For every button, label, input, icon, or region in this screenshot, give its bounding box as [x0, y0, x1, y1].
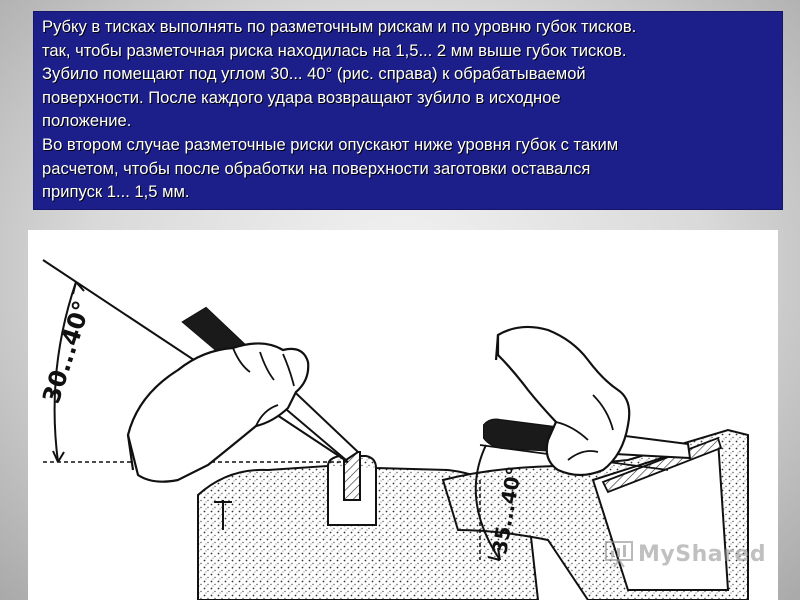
- description-line-8: припуск 1... 1,5 мм.: [42, 182, 190, 202]
- left-vise-figure: [37, 260, 538, 600]
- description-line-2: так, чтобы разметочная риска находилась на 1,5... 2 мм выше губок тисков.: [42, 40, 627, 60]
- left-hand: [128, 343, 308, 481]
- description-line-3: Зубило помещают под углом 30... 40° (рис. справа) к обрабатываемой: [42, 64, 586, 84]
- right-hand: [496, 327, 629, 475]
- right-angle-label: 35...40°: [487, 464, 527, 556]
- watermark: [604, 537, 774, 571]
- watermark-text: MyShared: [638, 541, 767, 567]
- left-angle-label: 30...40°: [37, 297, 97, 407]
- description-line-6: Во втором случае разметочные риски опускают ниже уровня губок с таким: [42, 134, 619, 154]
- description-line-5: положение.: [42, 111, 132, 131]
- description-line-1: Рубку в тисках выполнять по разметочным рискам и по уровню губок тисков.: [42, 17, 637, 36]
- presentation-chart-icon: [604, 539, 634, 569]
- description-line-4: поверхности. После каждого удара возвращают зубило в исходное: [42, 87, 561, 107]
- description-line-7: расчетом, чтобы после обработки на поверхности заготовки оставался: [42, 158, 591, 178]
- description-panel: [33, 11, 783, 210]
